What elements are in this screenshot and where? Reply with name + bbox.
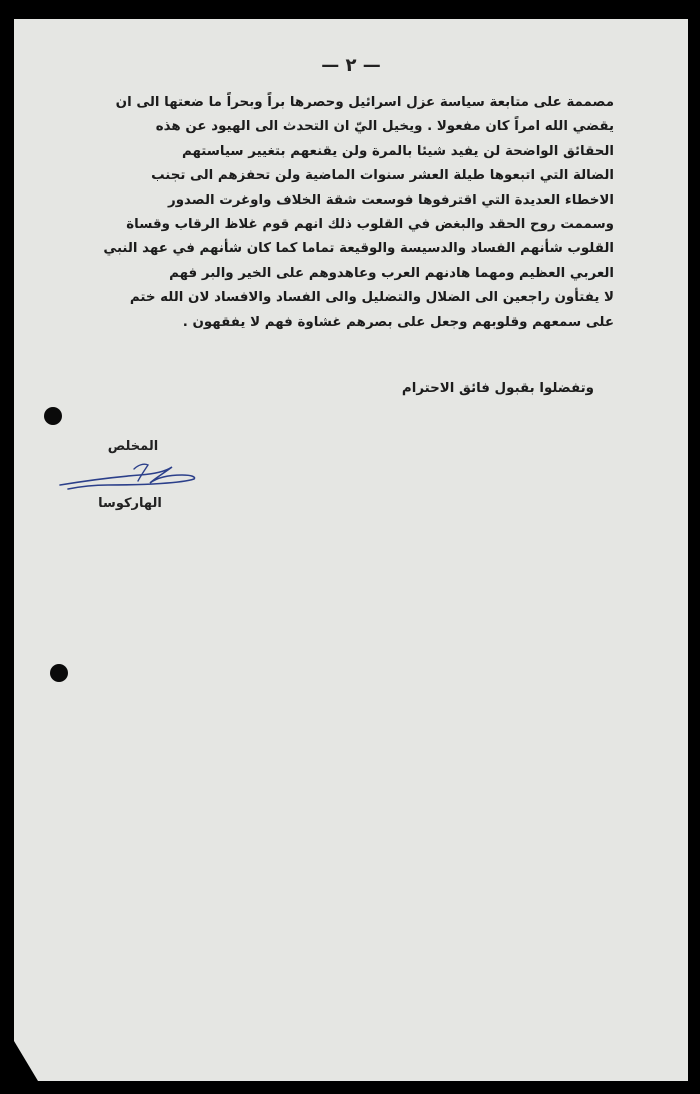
letter-body xyxy=(32,91,614,335)
signatory-name: الهاركوسا xyxy=(98,496,162,511)
torn-corner xyxy=(14,1041,38,1081)
document-page xyxy=(14,19,688,1081)
body-line: يقضي الله امراً كان مفعولا . ويخيل اليّ ان التحدث الى الهيود عن هذه xyxy=(155,119,614,135)
body-line: الاخطاء العديدة التي اقترفوها فوسعت شقة الخلاف واوغرت الصدور xyxy=(168,192,614,208)
punch-hole xyxy=(44,407,62,425)
handwritten-signature xyxy=(54,455,204,495)
body-line: لا يفتأون راجعين الى الضلال والتضليل والى الفساد والافساد لان الله ختم xyxy=(129,290,614,306)
body-line: مصممة على متابعة سياسة عزل اسرائيل وحصرها براً وبحراً ما ضعتها الى ان xyxy=(115,95,614,110)
body-line: وسممت روح الحقد والبغض في القلوب ذلك انهم قوم غلاظ الرقاب وقساة xyxy=(126,217,614,233)
body-line: الحقائق الواضحة لن يفيد شيئا بالمرة ولن يقنعهم بتغيير سياستهم xyxy=(181,143,614,159)
body-line: على سمعهم وقلوبهم وجعل على بصرهم غشاوة فهم لا يفقهون . xyxy=(182,314,614,330)
page-number: — ٢ — xyxy=(321,55,381,76)
body-line: القلوب شأنهم الفساد والدسيسة والوقيعة تماما كما كان شأنهم في عهد النبي xyxy=(103,241,614,257)
punch-hole xyxy=(50,664,68,682)
closing-line: وتفضلوا بقبول فائق الاحترام xyxy=(401,381,594,396)
signature-title: المخلص xyxy=(107,439,159,454)
body-line: العربي العظيم ومهما هادنهم العرب وعاهدوهم على الخير والبر فهم xyxy=(169,265,614,281)
body-line: الضالة التي اتبعوها طيلة العشر سنوات الماضية ولن تحفزهم الى تجنب xyxy=(151,168,614,184)
